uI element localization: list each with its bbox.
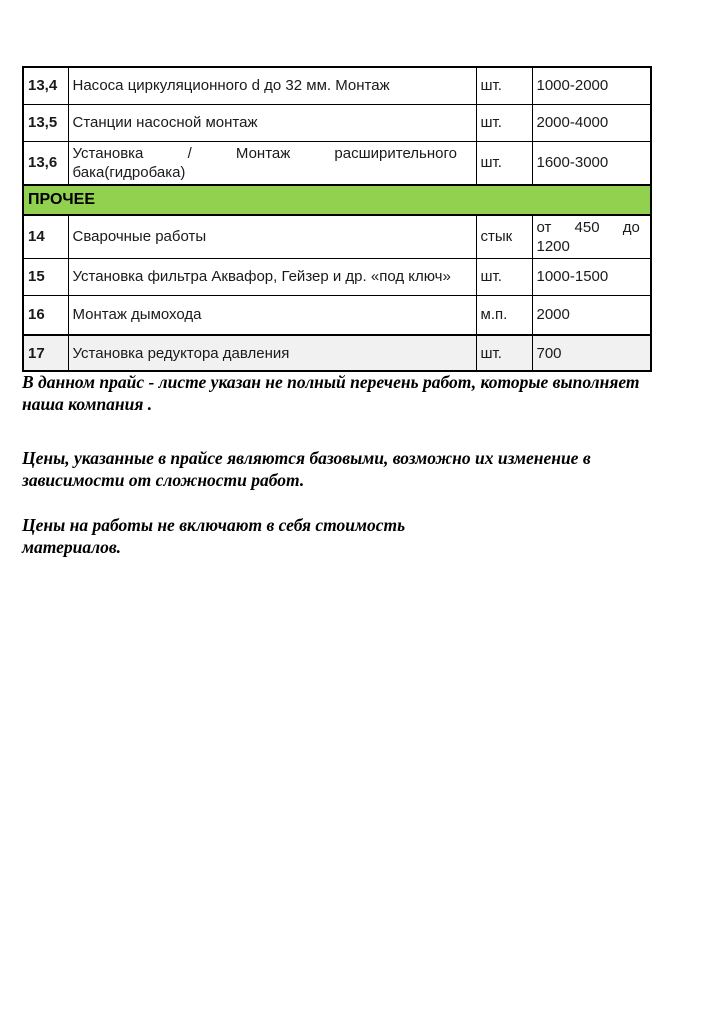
description-cell: Установка редуктора давления <box>68 335 476 371</box>
description-cell: Насоса циркуляционного d до 32 мм. Монтаж <box>68 67 476 104</box>
note-paragraph <box>22 447 662 491</box>
price-cell: 1600-3000 <box>532 141 651 185</box>
row-number-cell: 16 <box>23 295 68 335</box>
table-row <box>23 67 651 104</box>
table-row <box>23 215 651 259</box>
price-cell: 1000-1500 <box>532 258 651 295</box>
description-cell: Станции насосной монтаж <box>68 104 476 141</box>
price-cell: 2000 <box>532 295 651 335</box>
unit-cell: шт. <box>476 335 532 371</box>
description-cell: Сварочные работы <box>68 215 476 259</box>
row-number-cell: 17 <box>23 335 68 371</box>
section-row <box>23 185 651 215</box>
description-cell: Установка фильтра Аквафор, Гейзер и др. «под ключ» <box>68 258 476 295</box>
row-number-cell: 13,6 <box>23 141 68 185</box>
note-paragraph <box>22 514 662 558</box>
row-number-cell: 13,4 <box>23 67 68 104</box>
table-row <box>23 335 651 371</box>
note-line: наша компания . <box>22 394 153 414</box>
notes-section <box>22 371 662 590</box>
note-line: Цены, указанные в прайсе являются базовыми, возможно их изменение в <box>22 448 591 468</box>
table-row <box>23 258 651 295</box>
note-paragraph <box>22 371 662 415</box>
note-line: зависимости от сложности работ. <box>22 470 305 490</box>
note-line: В данном прайс - листе указан не полный перечень работ, которые выполняет <box>22 372 640 392</box>
unit-cell: стык <box>476 215 532 259</box>
unit-cell: м.п. <box>476 295 532 335</box>
price-cell: 1000-2000 <box>532 67 651 104</box>
table-row <box>23 141 651 185</box>
price-cell: 700 <box>532 335 651 371</box>
row-number-cell: 13,5 <box>23 104 68 141</box>
price-cell: 2000-4000 <box>532 104 651 141</box>
price-cell: от 450 до 1200 <box>532 215 651 259</box>
note-line: материалов. <box>22 537 122 557</box>
table-row <box>23 295 651 335</box>
description-cell: Монтаж дымохода <box>68 295 476 335</box>
section-header: ПРОЧЕЕ <box>23 185 651 215</box>
unit-cell: шт. <box>476 258 532 295</box>
table-row <box>23 104 651 141</box>
row-number-cell: 15 <box>23 258 68 295</box>
unit-cell: шт. <box>476 67 532 104</box>
row-number-cell: 14 <box>23 215 68 259</box>
price-table <box>22 66 652 372</box>
unit-cell: шт. <box>476 104 532 141</box>
description-cell: Установка / Монтаж расширительного бака(гидробака) <box>68 141 476 185</box>
note-line: Цены на работы не включают в себя стоимость <box>22 515 406 535</box>
unit-cell: шт. <box>476 141 532 185</box>
